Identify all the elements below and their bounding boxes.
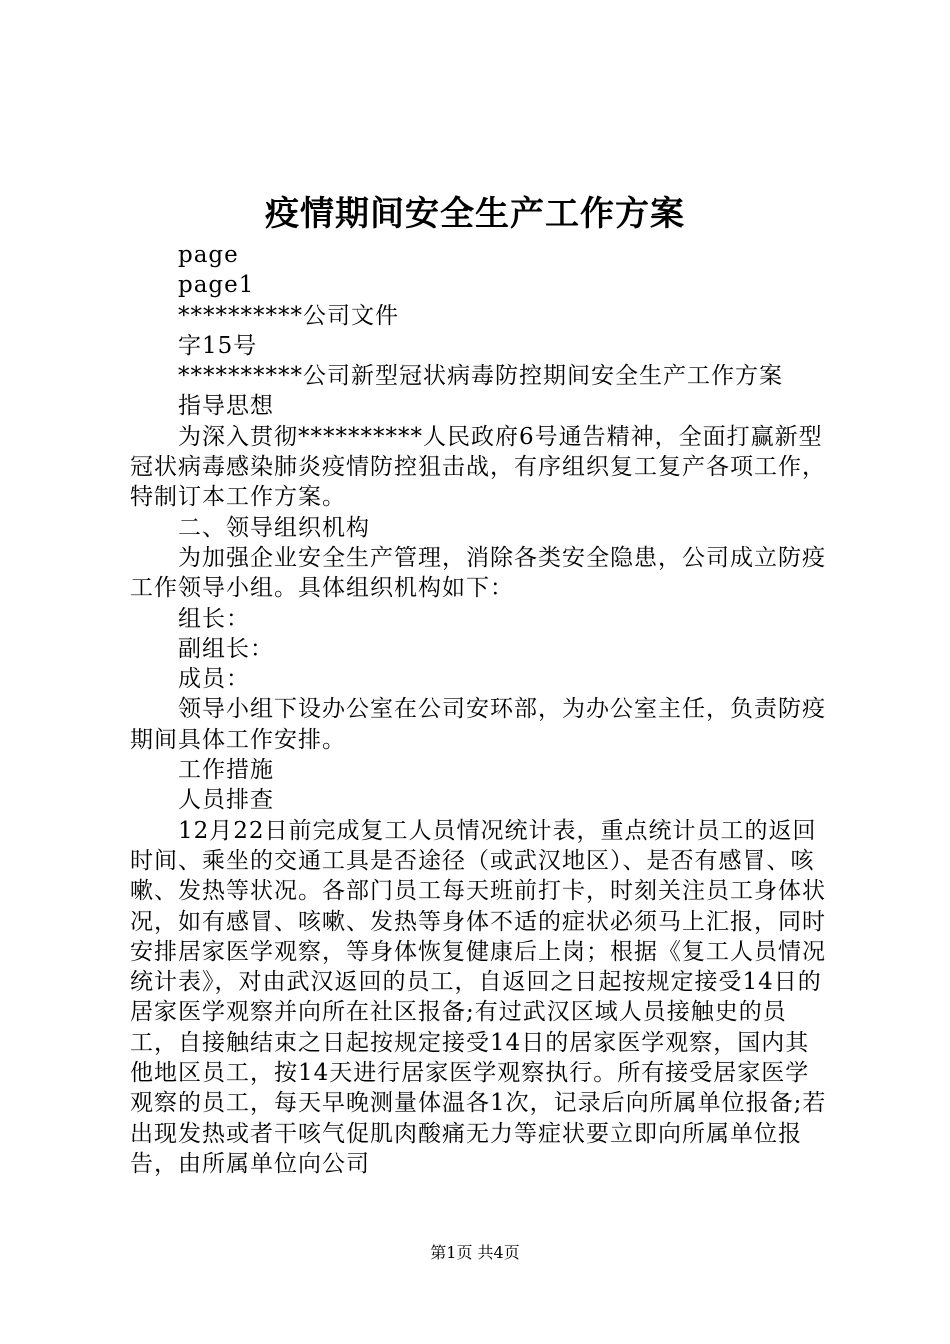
section-heading: 二、领导组织机构	[178, 514, 370, 541]
section-heading: 人员排查	[178, 787, 274, 814]
paragraph: **********公司新型冠状病毒防控期间安全生产工作方案	[178, 363, 783, 390]
paragraph: 12月22日前完成复工人员情况统计表，重点统计员工的返回时间、乘坐的交通工具是否途径（或武汉地区）、是否有感冒、咳嗽、发热等状况。各部门员工每天班前打卡，时刻关注员工身体状况，如有感冒、咳嗽、发热等身体不适的症状必须马上汇报，同时安排居家医学观察，等身体恢复健康后上岗；根据《复工人员情况统计表》，对由武汉返回的员工，自返回之日起按规定接受14日的居家医学观察并向所在社区报备;有过武汉区域人员接触史的员工，自接触结束之日起按规定接受14日的居家医学观察，国内其他地区员工，按14天进行居家医学观察执行。所有接受居家医学观察的员工，每天早晚测量体温各1次，记录后向所属单位报备;若出现发热或者干咳气促肌肉酸痛无力等症状要立即向所属单位报告，由所属单位向公司	[130, 817, 827, 1177]
paragraph: 领导小组下设办公室在公司安环部，为办公室主任，负责防疫期间具体工作安排。	[130, 696, 826, 753]
paragraph: 成员：	[178, 666, 250, 693]
paragraph: page	[178, 242, 239, 268]
section-heading: 工作措施	[178, 757, 274, 784]
document-title: 疫情期间安全生产工作方案	[265, 194, 685, 234]
paragraph: 为加强企业安全生产管理，消除各类安全隐患，公司成立防疫工作领导小组。具体组织机构如下：	[130, 544, 826, 602]
paragraph: 字15号	[178, 332, 258, 359]
paragraph: 为深入贯彻**********人民政府6号通告精神，全面打赢新型冠状病毒感染肺炎疫情防控狙击战，有序组织复工复产各项工作，特制订本工作方案。	[130, 423, 826, 511]
document-body	[130, 240, 830, 1179]
paragraph: page1	[178, 272, 255, 299]
page-footer: 第1页 共4页	[430, 1243, 520, 1262]
section-heading: 指导思想	[178, 393, 274, 420]
paragraph: 副组长：	[178, 635, 274, 662]
paragraph: **********公司文件	[178, 302, 399, 329]
paragraph: 组长：	[178, 605, 250, 632]
